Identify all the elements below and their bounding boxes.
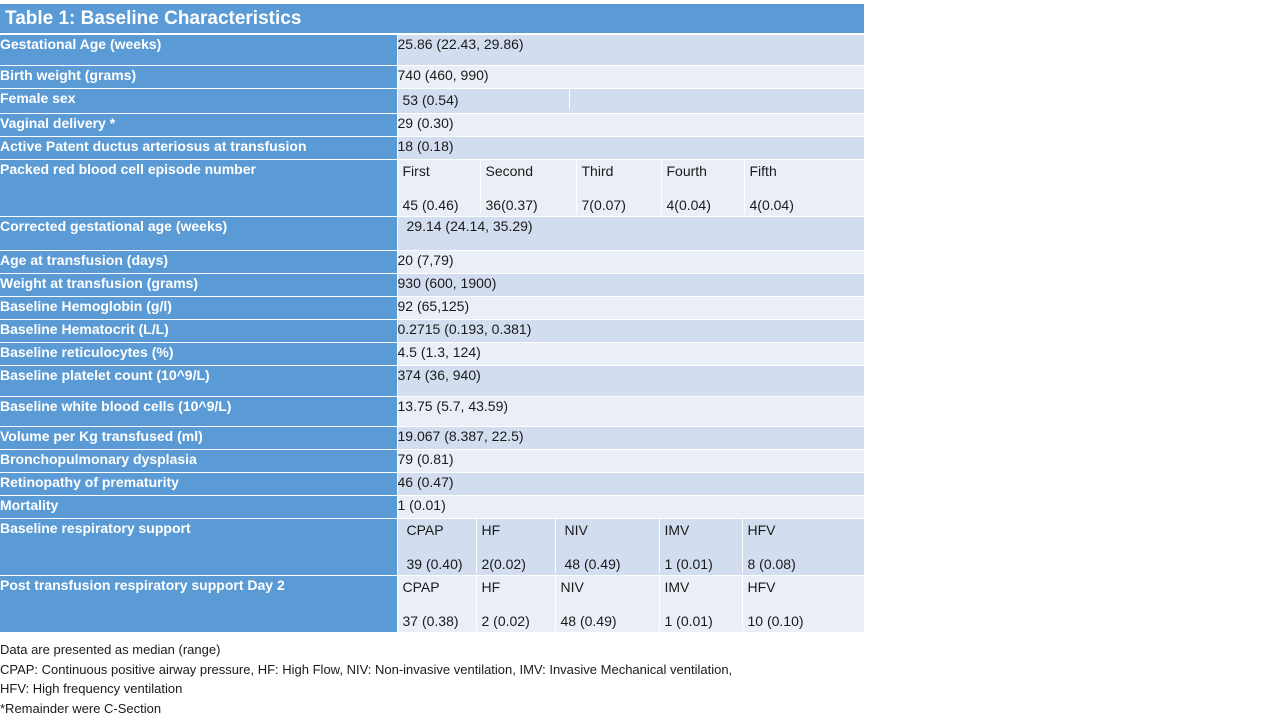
table-row <box>0 35 864 66</box>
row-label: Bronchopulmonary dysplasia <box>0 450 397 473</box>
row-value: 25.86 (22.43, 29.86) <box>397 35 864 66</box>
footnote-c-section: *Remainder were C-Section <box>0 700 162 716</box>
table-row <box>0 473 864 496</box>
support-imv-cell <box>659 519 742 573</box>
category-label: Second <box>485 163 533 179</box>
support-hfv-cell <box>742 576 865 630</box>
table-row <box>0 427 864 450</box>
table-row <box>0 576 864 633</box>
row-value: 53 (0.54) <box>402 92 459 108</box>
category-label: HFV <box>747 522 776 538</box>
row-value: 740 (460, 990) <box>397 66 864 89</box>
category-value: 1 (0.01) <box>664 613 713 629</box>
episode-second-cell <box>480 160 576 214</box>
table-row <box>0 320 864 343</box>
row-label: Baseline respiratory support <box>0 519 397 576</box>
support-cpap-cell <box>398 576 476 630</box>
support-niv-cell <box>555 519 659 573</box>
table-row <box>0 274 864 297</box>
row-value: 1 (0.01) <box>397 496 864 519</box>
table-title: Table 1: Baseline Characteristics <box>0 4 864 34</box>
support-hf-cell <box>476 576 555 630</box>
table-row <box>0 217 864 251</box>
category-label: Fourth <box>666 163 707 179</box>
support-hf-cell <box>476 519 555 573</box>
episode-fifth-cell <box>744 160 865 214</box>
category-label: Third <box>581 163 614 179</box>
category-value: 2(0.02) <box>481 556 526 572</box>
row-value: 0.2715 (0.193, 0.381) <box>397 320 864 343</box>
table-footnotes <box>0 640 732 718</box>
row-label: Retinopathy of prematurity <box>0 473 397 496</box>
support-niv-cell <box>555 576 659 630</box>
table-row <box>0 397 864 427</box>
row-value: 18 (0.18) <box>397 137 864 160</box>
row-value: 29 (0.30) <box>397 114 864 137</box>
category-value: 7(0.07) <box>581 197 626 213</box>
row-label: Baseline Hemoglobin (g/l) <box>0 297 397 320</box>
table-row <box>0 89 864 114</box>
table-row <box>0 519 864 576</box>
category-value: 37 (0.38) <box>402 613 459 629</box>
category-label: NIV <box>564 522 588 538</box>
table-row <box>0 114 864 137</box>
category-label: IMV <box>664 522 690 538</box>
table-row <box>0 496 864 519</box>
category-label: CPAP <box>402 579 440 595</box>
table-row <box>0 251 864 274</box>
baseline-characteristics-table <box>0 4 864 633</box>
row-value: 19.067 (8.387, 22.5) <box>397 427 864 450</box>
row-value: 29.14 (24.14, 35.29) <box>397 217 864 251</box>
category-value: 48 (0.49) <box>560 613 617 629</box>
category-value: 2 (0.02) <box>481 613 530 629</box>
row-label: Birth weight (grams) <box>0 66 397 89</box>
table-row <box>0 137 864 160</box>
row-label: Female sex <box>0 89 397 114</box>
support-hfv-cell <box>742 519 865 573</box>
row-value: 4.5 (1.3, 124) <box>397 343 864 366</box>
footnote-abbreviations: CPAP: Continuous positive airway pressure, HF: High Flow, NIV: Non-invasive ventilation, IMV: Invasive Mechanical ventilation, <box>0 661 733 677</box>
episode-fourth-cell <box>661 160 744 214</box>
category-label: First <box>402 163 430 179</box>
footnote-abbreviations-cont: HFV: High frequency ventilation <box>0 681 183 696</box>
row-label: Corrected gestational age (weeks) <box>0 217 397 251</box>
row-label: Post transfusion respiratory support Day 2 <box>0 576 397 633</box>
category-value: 39 (0.40) <box>406 556 463 572</box>
table-row <box>0 160 864 217</box>
category-label: NIV <box>560 579 584 595</box>
category-value: 8 (0.08) <box>747 556 796 572</box>
row-label: Age at transfusion (days) <box>0 251 397 274</box>
table-row <box>0 366 864 397</box>
row-label: Vaginal delivery * <box>0 114 397 137</box>
table-row <box>0 297 864 320</box>
row-label: Weight at transfusion (grams) <box>0 274 397 297</box>
characteristics-grid <box>0 34 864 633</box>
category-label: HF <box>481 579 501 595</box>
support-imv-cell <box>659 576 742 630</box>
category-label: HF <box>481 522 501 538</box>
row-label: Active Patent ductus arteriosus at transfusion <box>0 137 397 160</box>
category-label: CPAP <box>406 522 444 538</box>
table-row <box>0 450 864 473</box>
category-value: 4(0.04) <box>666 197 711 213</box>
category-value: 36(0.37) <box>485 197 538 213</box>
category-label: IMV <box>664 579 690 595</box>
row-value: 46 (0.47) <box>397 473 864 496</box>
category-label: Fifth <box>749 163 777 179</box>
row-label: Volume per Kg transfused (ml) <box>0 427 397 450</box>
category-value: 1 (0.01) <box>664 556 713 572</box>
row-label: Baseline Hematocrit (L/L) <box>0 320 397 343</box>
row-value: 20 (7,79) <box>397 251 864 274</box>
row-value: 13.75 (5.7, 43.59) <box>397 397 864 427</box>
table-row <box>0 66 864 89</box>
footnote-data-format: Data are presented as median (range) <box>0 642 221 657</box>
row-label: Baseline reticulocytes (%) <box>0 343 397 366</box>
category-value: 45 (0.46) <box>402 197 459 213</box>
row-value: 79 (0.81) <box>397 450 864 473</box>
category-value: 48 (0.49) <box>564 556 621 572</box>
category-label: HFV <box>747 579 776 595</box>
category-value: 4(0.04) <box>749 197 794 213</box>
row-label: Mortality <box>0 496 397 519</box>
row-label: Baseline platelet count (10^9/L) <box>0 366 397 397</box>
row-label: Gestational Age (weeks) <box>0 35 397 66</box>
row-label: Baseline white blood cells (10^9/L) <box>0 397 397 427</box>
support-cpap-cell <box>398 519 476 573</box>
empty-cell <box>569 89 865 109</box>
table-row <box>0 343 864 366</box>
category-value: 10 (0.10) <box>747 613 804 629</box>
row-value: 92 (65,125) <box>397 297 864 320</box>
episode-first-cell <box>398 160 480 214</box>
row-value: 930 (600, 1900) <box>397 274 864 297</box>
episode-third-cell <box>576 160 661 214</box>
row-value: 374 (36, 940) <box>397 366 864 397</box>
row-label: Packed red blood cell episode number <box>0 160 397 217</box>
